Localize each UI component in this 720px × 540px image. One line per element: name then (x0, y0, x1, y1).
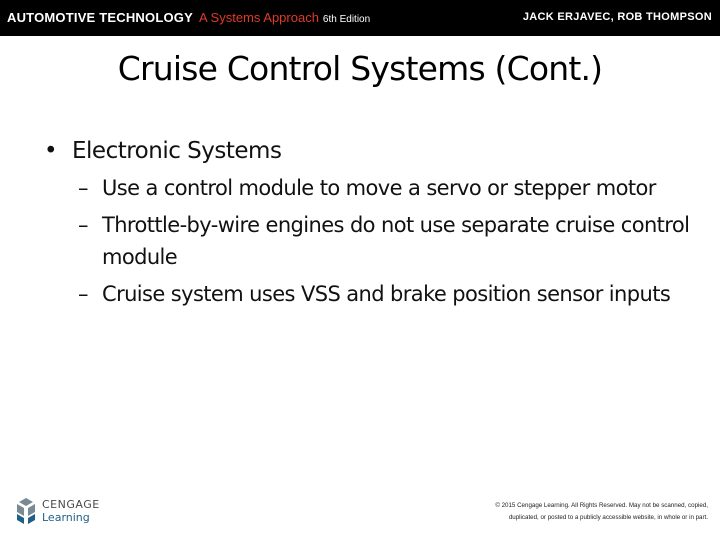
book-branding (7, 10, 370, 28)
cengage-logo-icon (14, 497, 38, 525)
logo-wordmark-bottom: Learning (42, 511, 90, 524)
slide-title: Cruise Control Systems (Cont.) (117, 49, 603, 88)
logo-wordmark-top: CENGAGE (42, 498, 100, 511)
book-title: AUTOMOTIVE TECHNOLOGY (7, 10, 193, 25)
book-authors: JACK ERJAVEC, ROB THOMPSON (522, 11, 712, 23)
copyright-line: © 2015 Cengage Learning. All Rights Reserved. May not be scanned, copied, (495, 502, 708, 509)
book-subtitle: A Systems Approach (198, 10, 319, 25)
bullet-marker: • (44, 138, 58, 164)
cengage-logo (14, 496, 114, 528)
bullet-text: Electronic Systems (72, 138, 282, 164)
book-edition: 6th Edition (322, 14, 371, 25)
dash-marker: – (78, 176, 88, 200)
bullet-list (44, 134, 694, 315)
dash-marker: – (78, 213, 88, 237)
sub-bullet-item (78, 278, 698, 310)
copyright-line: duplicated, or posted to a publicly accessible website, in whole or in part. (508, 514, 708, 521)
sub-bullet-text: Throttle-by-wire engines do not use separate cruise control module (102, 213, 690, 269)
copyright-notice (418, 500, 708, 524)
header-banner (0, 0, 720, 36)
sub-bullet-text: Use a control module to move a servo or stepper motor (102, 176, 656, 200)
bullet-item (44, 134, 694, 168)
sub-bullet-item (78, 209, 698, 273)
sub-bullet-text: Cruise system uses VSS and brake position sensor inputs (102, 282, 671, 306)
sub-bullet-item (78, 172, 698, 204)
dash-marker: – (78, 282, 88, 306)
sub-bullet-list (44, 172, 694, 310)
